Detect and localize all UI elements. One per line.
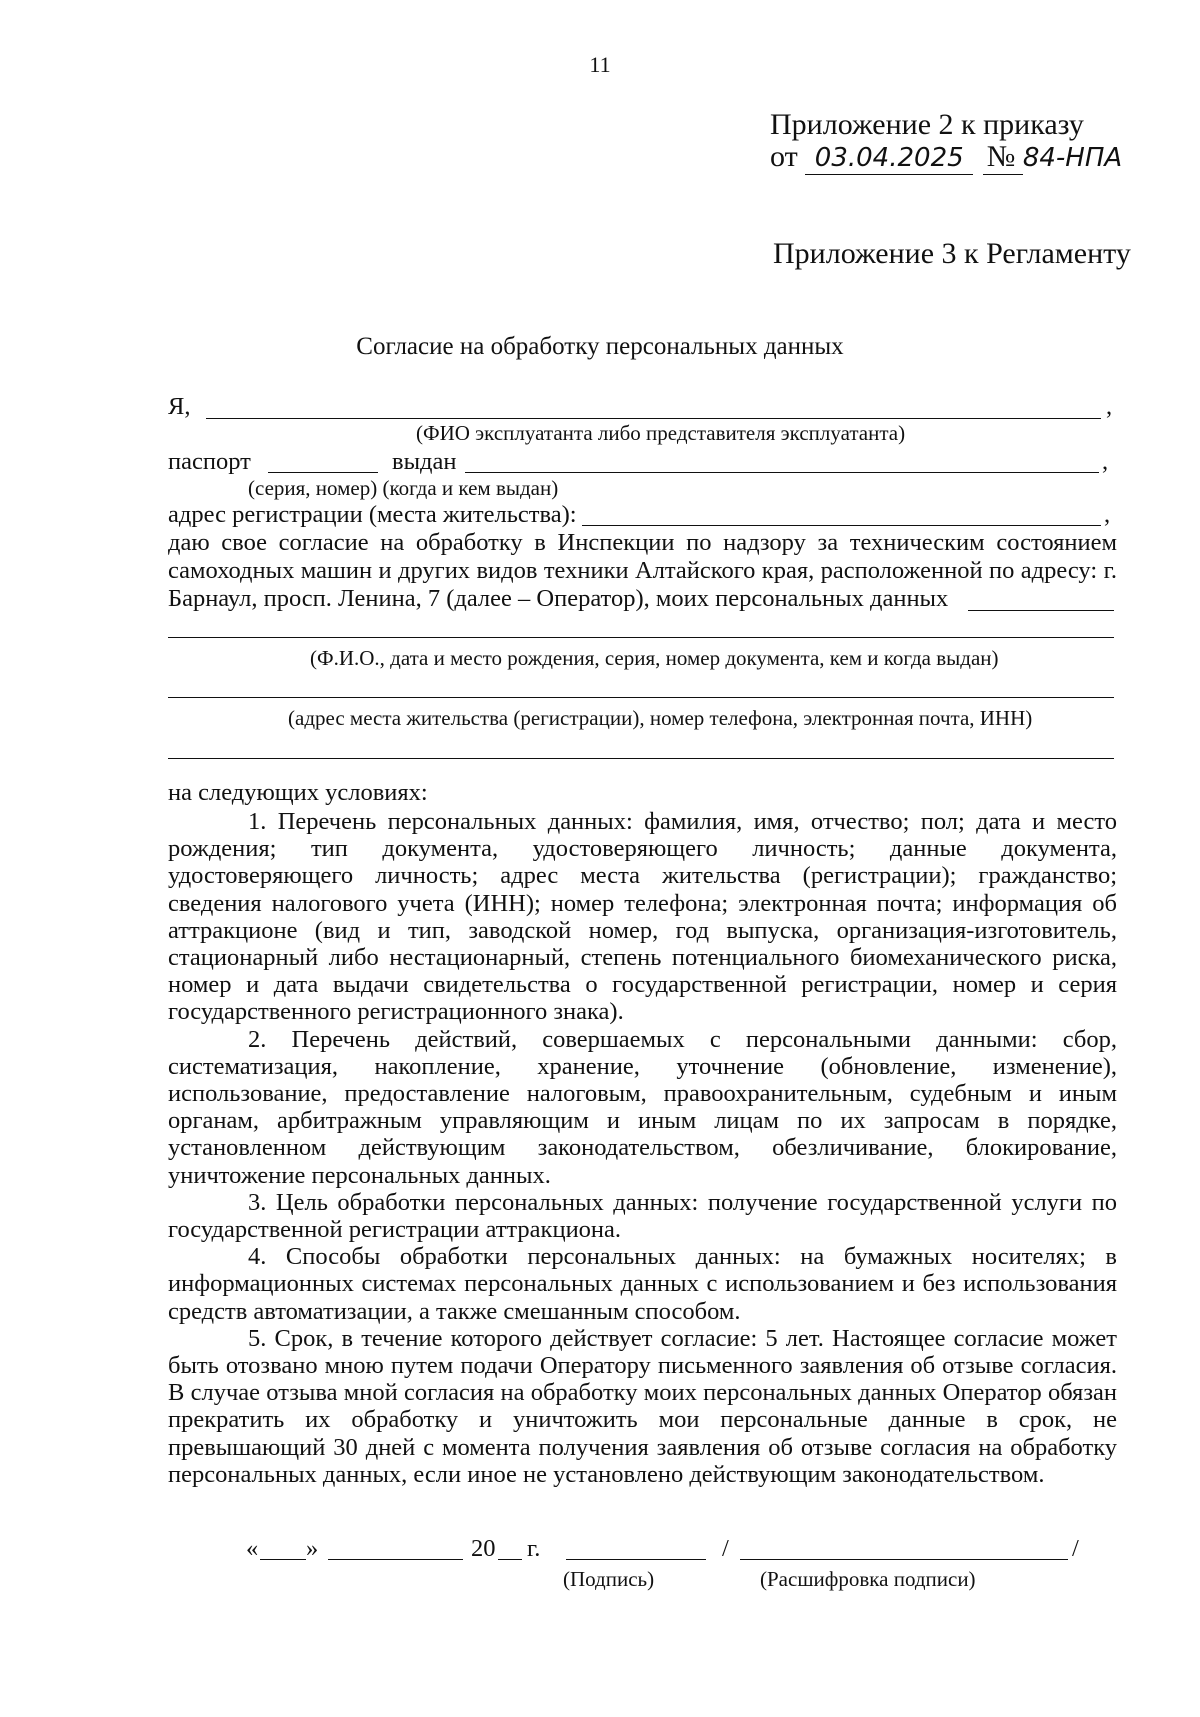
day-line <box>260 1559 306 1560</box>
page-number: 11 <box>589 52 611 77</box>
data-caption-2: (адрес места жительства (регистрации), номер телефона, электронная почта, ИНН) <box>288 706 1033 730</box>
from-prefix: от <box>770 140 798 173</box>
passport-number-line <box>268 472 378 473</box>
order-date: 03.04.2025 <box>814 143 964 173</box>
decode-caption: (Расшифровка подписи) <box>760 1567 976 1591</box>
fio-field-line <box>206 418 1101 419</box>
order-number-underline <box>983 174 1023 175</box>
condition-item: 1. Перечень персональных данных: фамилия, имя, отчество; пол; дата и место рождения; тип документа, удостоверяющего личность; данные документа, удостоверяющего личность; адрес места жительства (регистрации); гражданство; сведения налогового учета (ИНН); номер телефона; электронная почта; информация об аттракционе (вид и тип, заводской номер, год выпуска, организация-изготовитель, стационарный либо нестационарный, степень потенциального биомеханического риска, номер и дата выдачи свидетельства о государственной регистрации, номер и серия государственного регистрационного знака). <box>168 808 1117 1026</box>
consent-line-2: самоходных машин и других видов техники Алтайского края, расположенной по адресу: г. <box>168 557 1117 584</box>
ya-label: Я, <box>168 393 191 420</box>
order-reference <box>770 140 1122 175</box>
condition-item: 2. Перечень действий, совершаемых с персональными данными: сбор, систематизация, накопление, хранение, уточнение (обновление, изменение), использование, предоставление налоговым, правоохранительным, судебным и иным органам, арбитражным управляющим и иным лицам по их запросам в порядке, установленном действующим законодательством, обезличивание, блокирование, уничтожение персональных данных. <box>168 1025 1117 1189</box>
decode-line <box>740 1559 1068 1560</box>
personal-data-inline-line <box>968 610 1114 611</box>
condition-item: 4. Способы обработки персональных данных: на бумажных носителях; в информационных системах персональных данных с использованием и без использования средств автоматизации, а также смешанным способом. <box>168 1243 1117 1325</box>
appendix-3-line: Приложение 3 к Регламенту <box>773 237 1131 270</box>
year-suffix: г. <box>527 1535 541 1562</box>
order-date-field <box>805 140 973 175</box>
consent-line-1: даю свое согласие на обработку в Инспекции по надзору за техническим состоянием <box>168 529 1117 556</box>
slash-right: / <box>1072 1535 1079 1562</box>
consent-line-3: Барнаул, просп. Ленина, 7 (далее – Оператор), моих персональных данных <box>168 585 949 612</box>
fio-caption: (ФИО эксплуатанта либо представителя эксплуатанта) <box>416 421 906 445</box>
conditions-list <box>168 808 1117 1488</box>
personal-data-line-1 <box>168 637 1114 638</box>
condition-item: 5. Срок, в течение которого действует согласие: 5 лет. Настоящее согласие может быть отозвано мною путем подачи Оператору письменного заявления об отзыве согласия. В случае отзыва мной согласия на обработку моих персональных данных Оператор обязан прекратить их обработку и уничтожить мои персональные данные в срок, не превышающий 30 дней с момента получения заявления об отзыве согласия на обработку персональных данных, если иное не установлено действующим законодательством. <box>168 1324 1117 1488</box>
appendix-2-line: Приложение 2 к приказу <box>770 108 1084 141</box>
year-line <box>498 1559 522 1560</box>
conditions-intro: на следующих условиях: <box>168 779 428 806</box>
issued-comma: , <box>1102 448 1109 475</box>
personal-data-line-3 <box>168 758 1114 759</box>
data-caption-1: (Ф.И.О., дата и место рождения, серия, номер документа, кем и когда выдан) <box>310 646 999 670</box>
address-field-line <box>582 525 1101 526</box>
close-quote: » <box>306 1535 319 1562</box>
condition-item: 3. Цель обработки персональных данных: получение государственной услуги по государственной регистрации аттракциона. <box>168 1188 1117 1244</box>
fio-comma: , <box>1106 393 1113 420</box>
order-number: 84-НПА <box>1022 143 1123 173</box>
personal-data-line-2 <box>168 697 1114 698</box>
document-title: Согласие на обработку персональных данных <box>356 333 844 360</box>
passport-label: паспорт <box>168 448 251 475</box>
signature-caption: (Подпись) <box>563 1567 655 1591</box>
address-label: адрес регистрации (места жительства): <box>168 501 577 528</box>
signature-line <box>566 1559 706 1560</box>
year-prefix: 20 <box>471 1535 496 1562</box>
month-line <box>328 1559 463 1560</box>
open-quote: « <box>246 1535 259 1562</box>
slash-left: / <box>722 1535 729 1562</box>
passport-caption: (серия, номер) (когда и кем выдан) <box>248 476 559 500</box>
issued-by-line <box>465 472 1099 473</box>
issued-label: выдан <box>392 448 457 475</box>
address-comma: , <box>1104 501 1111 528</box>
number-prefix: № <box>986 140 1016 173</box>
